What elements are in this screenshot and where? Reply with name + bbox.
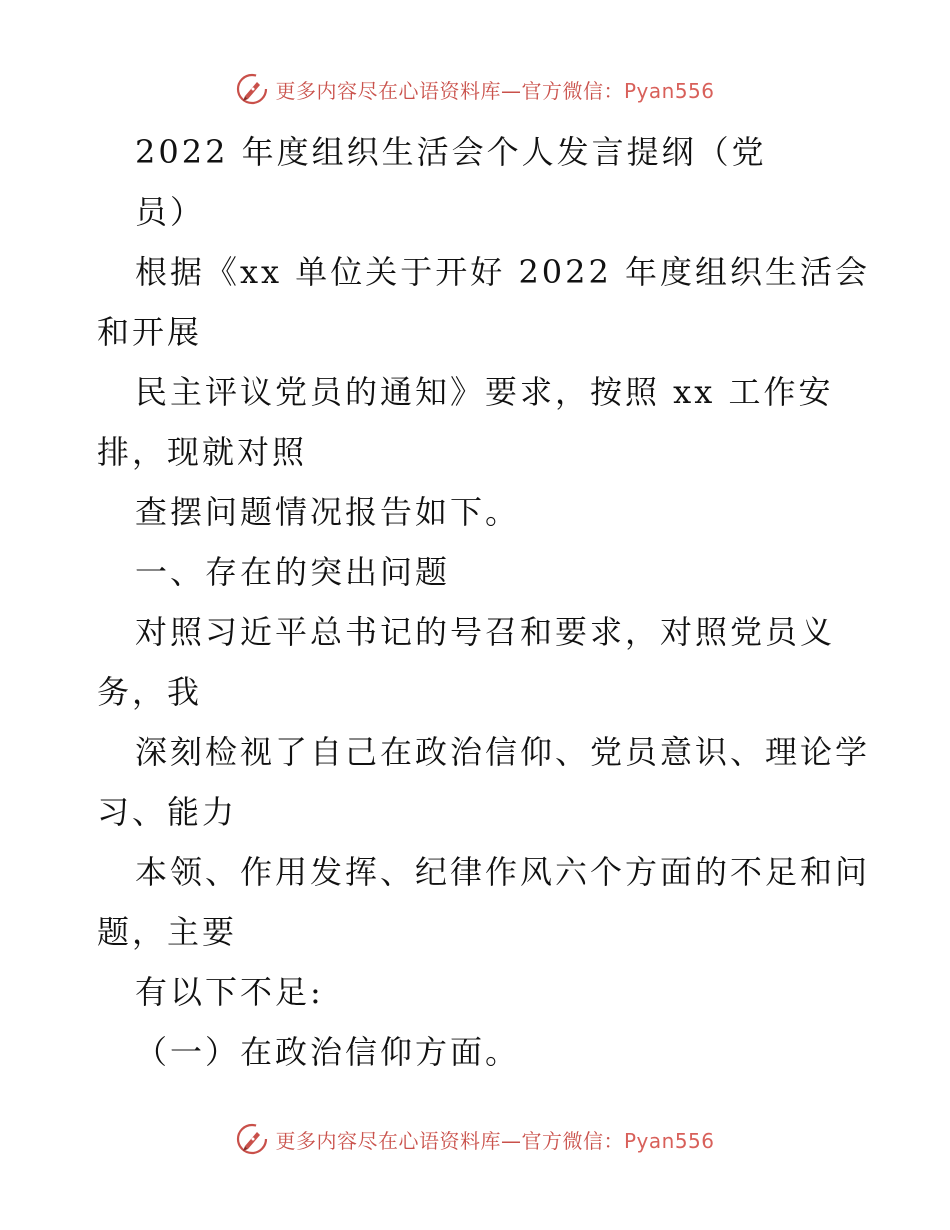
- text-line: 习、能力: [97, 793, 238, 831]
- text-line: 对照习近平总书记的号召和要求，对照党员义: [135, 613, 836, 651]
- watermark-text: 更多内容尽在心语资料库—官方微信：Pyan556: [275, 1128, 715, 1153]
- text-line: 深刻检视了自己在政治信仰、党员意识、理论学: [135, 733, 871, 771]
- text-line: 务，我: [97, 673, 203, 711]
- document-body: [97, 122, 871, 1082]
- text-line: 根据《xx 单位关于开好 2022 年度组织生活会: [135, 253, 871, 291]
- text-line: 题，主要: [97, 913, 238, 951]
- header-watermark: [0, 72, 950, 106]
- watermark-text: 更多内容尽在心语资料库—官方微信：Pyan556: [275, 78, 715, 103]
- watermark-wechat-id: Pyan556: [623, 78, 715, 103]
- text-line: （一）在政治信仰方面。: [135, 1033, 521, 1071]
- text-line: 有以下不足:: [135, 973, 324, 1011]
- text-line: 民主评议党员的通知》要求，按照 xx 工作安: [135, 373, 834, 411]
- footer-watermark: [0, 1122, 950, 1156]
- text-line: 查摆问题情况报告如下。: [135, 493, 521, 531]
- text-line: 和开展: [97, 313, 203, 351]
- watermark-wechat-id: Pyan556: [623, 1128, 715, 1153]
- pen-nib-logo-icon: [235, 1122, 269, 1156]
- text-line: 员）: [135, 193, 206, 231]
- text-line: 排，现就对照: [97, 433, 308, 471]
- pen-nib-logo-icon: [235, 72, 269, 106]
- text-line: 一、存在的突出问题: [135, 553, 451, 591]
- text-line: 本领、作用发挥、纪律作风六个方面的不足和问: [135, 853, 871, 891]
- text-line: 2022 年度组织生活会个人发言提纲（党: [135, 133, 767, 171]
